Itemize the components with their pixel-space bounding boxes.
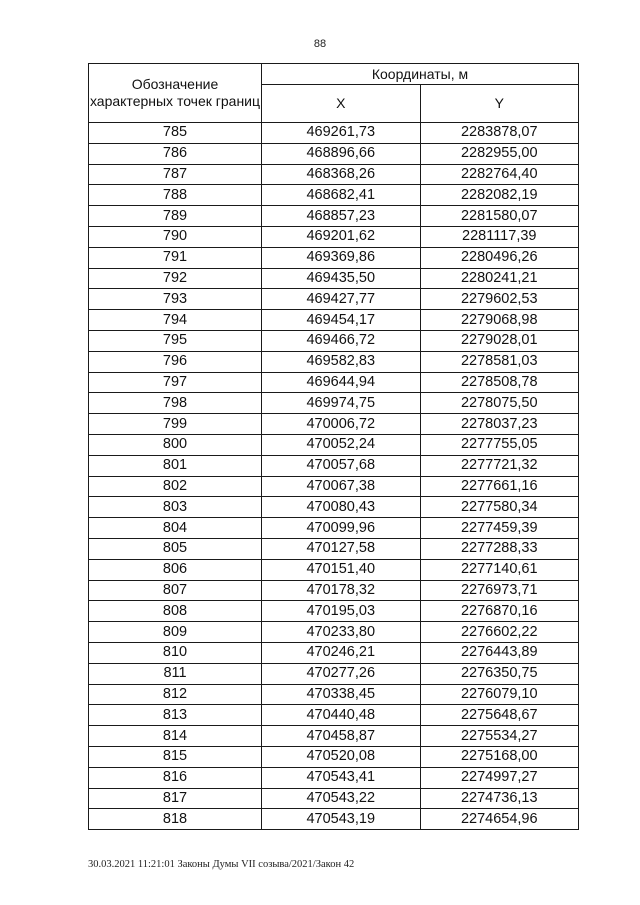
point-cell: 802 [89, 476, 262, 497]
y-coordinate-cell: 2281580,07 [420, 206, 579, 227]
y-coordinate-cell: 2282082,19 [420, 185, 579, 206]
y-coordinate-cell: 2279068,98 [420, 310, 579, 331]
table-row [89, 580, 579, 601]
table-row [89, 185, 579, 206]
y-coordinate-cell: 2278075,50 [420, 393, 579, 414]
y-coordinate-cell: 2278508,78 [420, 372, 579, 393]
coordinates-table [88, 63, 579, 830]
y-coordinate-cell: 2274736,13 [420, 788, 579, 809]
x-coordinate-cell: 470067,38 [262, 476, 421, 497]
table-row [89, 559, 579, 580]
table-row [89, 767, 579, 788]
header-point-designation: Обозначение характерных точек границ [89, 64, 262, 123]
point-cell: 809 [89, 622, 262, 643]
x-coordinate-cell: 470543,22 [262, 788, 421, 809]
table-row [89, 247, 579, 268]
point-cell: 798 [89, 393, 262, 414]
table-row [89, 684, 579, 705]
table-row [89, 642, 579, 663]
y-coordinate-cell: 2282764,40 [420, 164, 579, 185]
y-coordinate-cell: 2277755,05 [420, 434, 579, 455]
y-coordinate-cell: 2278581,03 [420, 351, 579, 372]
table-row [89, 351, 579, 372]
point-cell: 817 [89, 788, 262, 809]
y-coordinate-cell: 2276079,10 [420, 684, 579, 705]
x-coordinate-cell: 470543,19 [262, 809, 421, 830]
point-cell: 813 [89, 705, 262, 726]
point-cell: 791 [89, 247, 262, 268]
table-row [89, 809, 579, 830]
y-coordinate-cell: 2279028,01 [420, 330, 579, 351]
point-cell: 793 [89, 289, 262, 310]
x-coordinate-cell: 470006,72 [262, 414, 421, 435]
x-coordinate-cell: 470458,87 [262, 726, 421, 747]
y-coordinate-cell: 2278037,23 [420, 414, 579, 435]
table-row [89, 726, 579, 747]
x-coordinate-cell: 469435,50 [262, 268, 421, 289]
y-coordinate-cell: 2283878,07 [420, 123, 579, 144]
point-cell: 788 [89, 185, 262, 206]
table-row [89, 123, 579, 144]
x-coordinate-cell: 469466,72 [262, 330, 421, 351]
x-coordinate-cell: 469427,77 [262, 289, 421, 310]
x-coordinate-cell: 470099,96 [262, 518, 421, 539]
y-coordinate-cell: 2276602,22 [420, 622, 579, 643]
x-coordinate-cell: 468682,41 [262, 185, 421, 206]
table-row [89, 746, 579, 767]
point-cell: 807 [89, 580, 262, 601]
x-coordinate-cell: 470127,58 [262, 538, 421, 559]
table-row [89, 788, 579, 809]
x-coordinate-cell: 470520,08 [262, 746, 421, 767]
point-cell: 811 [89, 663, 262, 684]
x-coordinate-cell: 469582,83 [262, 351, 421, 372]
x-coordinate-cell: 470178,32 [262, 580, 421, 601]
point-cell: 801 [89, 455, 262, 476]
y-coordinate-cell: 2276350,75 [420, 663, 579, 684]
table-row [89, 372, 579, 393]
y-coordinate-cell: 2276443,89 [420, 642, 579, 663]
table-row [89, 622, 579, 643]
y-coordinate-cell: 2277721,32 [420, 455, 579, 476]
header-coordinates: Координаты, м [262, 64, 579, 85]
point-cell: 810 [89, 642, 262, 663]
point-cell: 786 [89, 143, 262, 164]
table-row [89, 289, 579, 310]
point-cell: 792 [89, 268, 262, 289]
x-coordinate-cell: 470440,48 [262, 705, 421, 726]
point-cell: 795 [89, 330, 262, 351]
point-cell: 805 [89, 538, 262, 559]
table-row [89, 663, 579, 684]
table-row [89, 330, 579, 351]
table-body [89, 123, 579, 830]
point-cell: 803 [89, 497, 262, 518]
y-coordinate-cell: 2277140,61 [420, 559, 579, 580]
page-number: 88 [313, 38, 327, 50]
point-cell: 790 [89, 226, 262, 247]
x-coordinate-cell: 470277,26 [262, 663, 421, 684]
x-coordinate-cell: 470338,45 [262, 684, 421, 705]
table-row [89, 455, 579, 476]
y-coordinate-cell: 2282955,00 [420, 143, 579, 164]
point-cell: 789 [89, 206, 262, 227]
table-row [89, 206, 579, 227]
y-coordinate-cell: 2277661,16 [420, 476, 579, 497]
point-cell: 812 [89, 684, 262, 705]
point-cell: 815 [89, 746, 262, 767]
x-coordinate-cell: 469454,17 [262, 310, 421, 331]
table-row [89, 393, 579, 414]
x-coordinate-cell: 470052,24 [262, 434, 421, 455]
point-cell: 800 [89, 434, 262, 455]
x-coordinate-cell: 470543,41 [262, 767, 421, 788]
footer-stamp: 30.03.2021 11:21:01 Законы Думы VII созыва/2021/Закон 42 [88, 859, 355, 870]
y-coordinate-cell: 2279602,53 [420, 289, 579, 310]
header-y: Y [420, 85, 579, 123]
y-coordinate-cell: 2280496,26 [420, 247, 579, 268]
y-coordinate-cell: 2274997,27 [420, 767, 579, 788]
table-row [89, 310, 579, 331]
point-cell: 816 [89, 767, 262, 788]
x-coordinate-cell: 470233,80 [262, 622, 421, 643]
point-cell: 806 [89, 559, 262, 580]
x-coordinate-cell: 468857,23 [262, 206, 421, 227]
y-coordinate-cell: 2276973,71 [420, 580, 579, 601]
x-coordinate-cell: 470151,40 [262, 559, 421, 580]
table-row [89, 476, 579, 497]
table-row [89, 705, 579, 726]
table-row [89, 538, 579, 559]
table-row [89, 268, 579, 289]
point-cell: 797 [89, 372, 262, 393]
table-row [89, 601, 579, 622]
y-coordinate-cell: 2275534,27 [420, 726, 579, 747]
y-coordinate-cell: 2277459,39 [420, 518, 579, 539]
y-coordinate-cell: 2281117,39 [420, 226, 579, 247]
x-coordinate-cell: 469644,94 [262, 372, 421, 393]
point-cell: 808 [89, 601, 262, 622]
x-coordinate-cell: 469369,86 [262, 247, 421, 268]
point-cell: 804 [89, 518, 262, 539]
y-coordinate-cell: 2275168,00 [420, 746, 579, 767]
y-coordinate-cell: 2277288,33 [420, 538, 579, 559]
point-cell: 814 [89, 726, 262, 747]
x-coordinate-cell: 468896,66 [262, 143, 421, 164]
y-coordinate-cell: 2280241,21 [420, 268, 579, 289]
table-row [89, 497, 579, 518]
point-cell: 787 [89, 164, 262, 185]
x-coordinate-cell: 468368,26 [262, 164, 421, 185]
x-coordinate-cell: 469261,73 [262, 123, 421, 144]
x-coordinate-cell: 470057,68 [262, 455, 421, 476]
table-row [89, 434, 579, 455]
point-cell: 799 [89, 414, 262, 435]
table-row [89, 414, 579, 435]
x-coordinate-cell: 470246,21 [262, 642, 421, 663]
y-coordinate-cell: 2277580,34 [420, 497, 579, 518]
x-coordinate-cell: 470195,03 [262, 601, 421, 622]
table-row [89, 518, 579, 539]
table-row [89, 226, 579, 247]
x-coordinate-cell: 469201,62 [262, 226, 421, 247]
y-coordinate-cell: 2275648,67 [420, 705, 579, 726]
x-coordinate-cell: 469974,75 [262, 393, 421, 414]
point-cell: 796 [89, 351, 262, 372]
point-cell: 818 [89, 809, 262, 830]
table-row [89, 143, 579, 164]
y-coordinate-cell: 2276870,16 [420, 601, 579, 622]
header-x: X [262, 85, 421, 123]
table-row [89, 164, 579, 185]
x-coordinate-cell: 470080,43 [262, 497, 421, 518]
point-cell: 785 [89, 123, 262, 144]
y-coordinate-cell: 2274654,96 [420, 809, 579, 830]
point-cell: 794 [89, 310, 262, 331]
